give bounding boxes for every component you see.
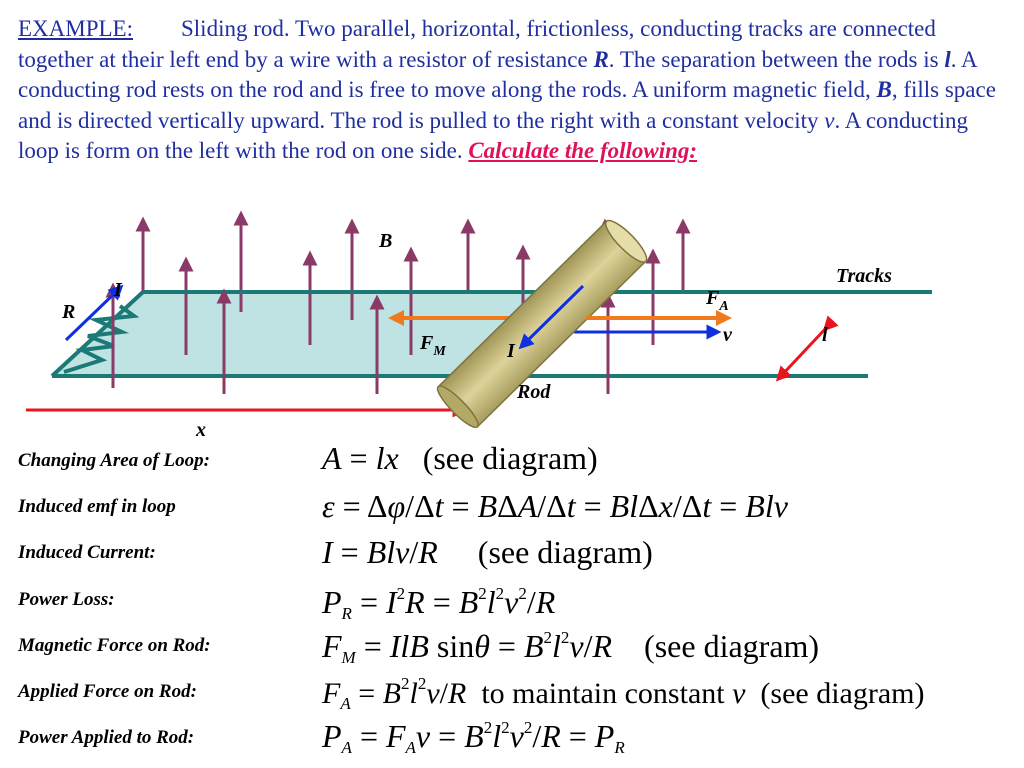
label-l: l xyxy=(822,324,828,346)
see-diagram-3: (see diagram) xyxy=(644,628,820,664)
label-FA: $F_A$ xyxy=(706,287,729,314)
maintain-text: to maintain constant xyxy=(481,677,725,710)
label-rod: Rod xyxy=(517,381,551,403)
eq-emf: ε = Δφ/Δt = BΔA/Δt = BlΔx/Δt = Blv xyxy=(322,488,788,524)
see-diagram-1: (see diagram) xyxy=(422,440,598,476)
row-label-emf: Induced emf in loop xyxy=(18,496,176,517)
eq-applied-force: $F_A = B^2l^2v/R$ to maintain constant v (see diagram) xyxy=(322,674,925,713)
eq-power-loss: $P_R = I^2R = B^2l^2v^2/R$ xyxy=(322,584,556,623)
maintain-v: v xyxy=(732,677,746,710)
example-label: EXAMPLE: xyxy=(18,16,133,41)
row-label-applied-force: Applied Force on Rod: xyxy=(18,681,197,702)
row-label-current: Induced Current: xyxy=(18,542,156,563)
see-diagram-2: (see diagram) xyxy=(477,534,653,570)
label-current-resistor: I xyxy=(114,279,122,301)
calculate-heading: Calculate the following: xyxy=(468,138,698,163)
intro-l: l xyxy=(944,46,951,72)
row-label-power-loss: Power Loss: xyxy=(18,589,115,610)
row-label-magnetic-force: Magnetic Force on Rod: xyxy=(18,635,211,656)
intro-p5: . A conducting loop is form on the left with the rod on one side. xyxy=(18,107,969,163)
intro-v: v xyxy=(824,107,835,133)
label-x: x xyxy=(196,419,206,440)
eq-power-applied: $P_A = F_Av = B^2l^2v^2/R = P_R$ xyxy=(322,718,625,757)
see-diagram-4: (see diagram) xyxy=(760,677,925,710)
eq-current: I = Blv/R (see diagram) xyxy=(322,534,653,570)
label-B: B xyxy=(379,230,393,252)
eq-magnetic-force: $F_M$ = IlB $\sin\theta = B^2l^2v/R$ (see diagram) xyxy=(322,628,820,667)
intro-p2: . The separation between the rods is xyxy=(608,46,945,72)
intro-B: B xyxy=(876,77,892,102)
label-FM: $F_M$ xyxy=(420,332,446,359)
separation-arrow xyxy=(781,326,828,376)
intro-p3: . A conducting rod rests on the rod and is free to move along the rods. A uniform magnetic field, xyxy=(18,46,977,102)
intro-p4: , fills space and is directed vertically upward. The rod is pulled to the right with a constant velocity xyxy=(18,77,996,133)
intro-R: R xyxy=(593,46,609,72)
intro-p1: Sliding rod. Two parallel, horizontal, frictionless, conducting tracks are connected together at their left end by a wire with a resistor of resistance xyxy=(18,16,936,72)
label-tracks: Tracks xyxy=(836,265,892,287)
label-current-rod: I xyxy=(507,340,515,362)
row-label-area: Changing Area of Loop: xyxy=(18,450,210,471)
label-v: v xyxy=(723,324,732,346)
label-R: R xyxy=(62,301,76,323)
eq-area: A = lx (see diagram) xyxy=(322,440,598,476)
row-label-power-applied: Power Applied to Rod: xyxy=(18,727,195,748)
